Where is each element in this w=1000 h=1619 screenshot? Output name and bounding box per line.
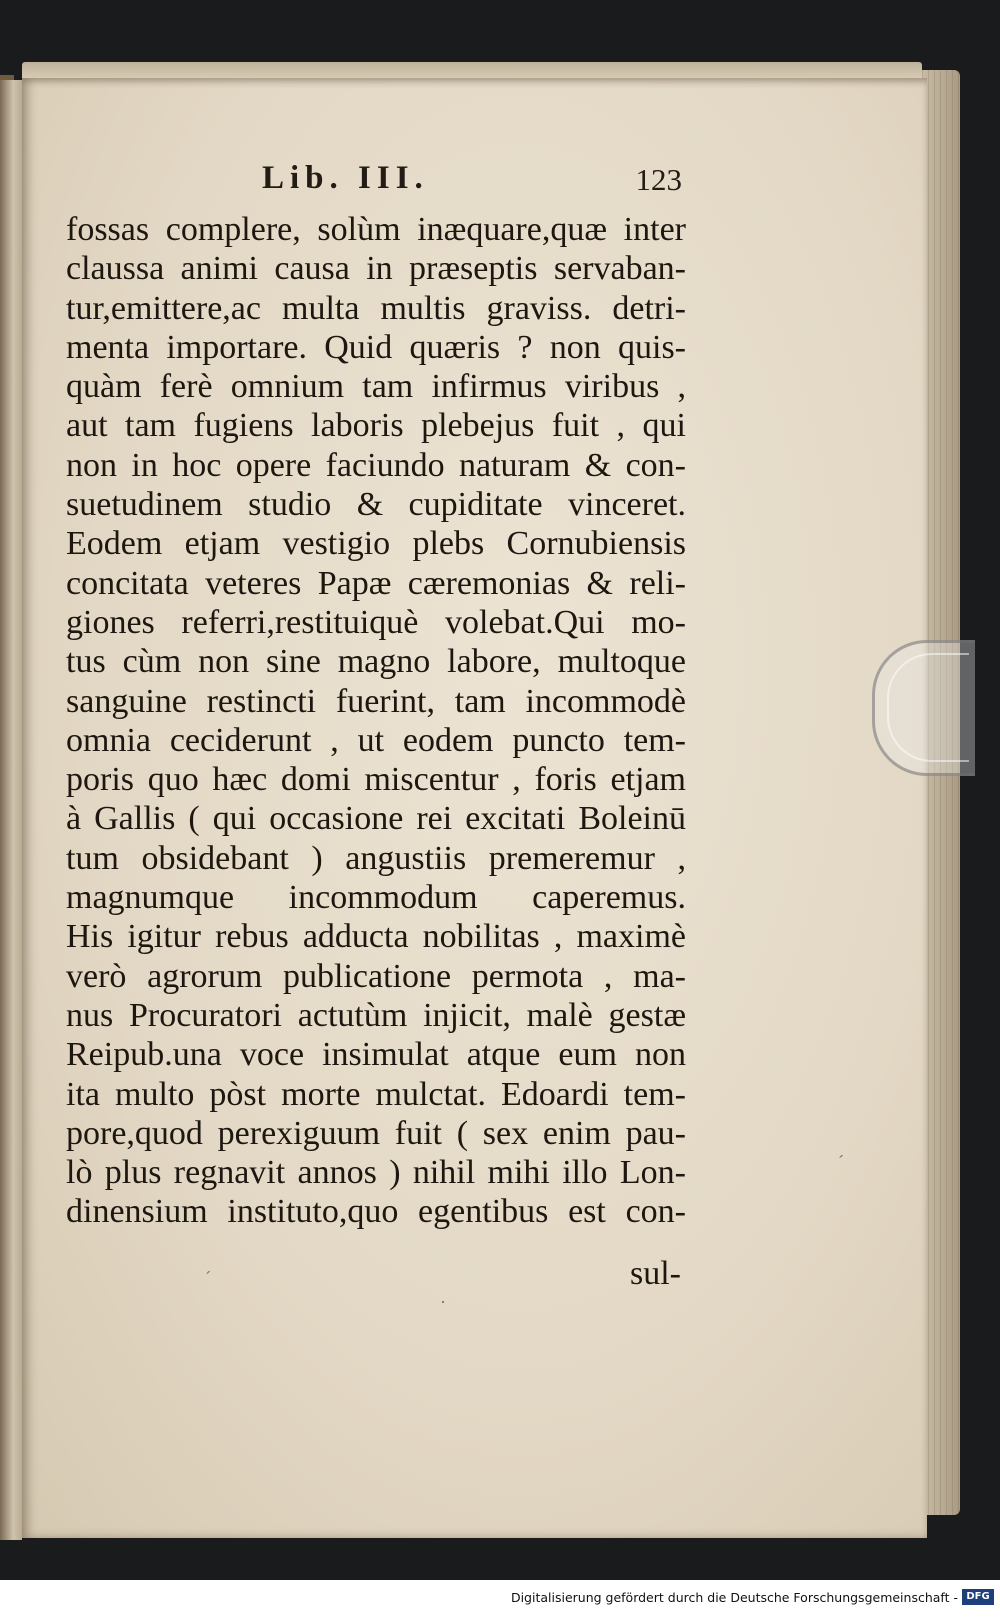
- text-line: omnia ceciderunt , ut eodem puncto tem-: [66, 721, 686, 759]
- text-line: magnumque incommodum caperemus.: [66, 879, 686, 917]
- text-line: suetudinem studio & cupiditate vinceret.: [66, 486, 686, 524]
- text-line: tum obsidebant ) angustiis premeremur ,: [66, 839, 686, 877]
- ink-speck: ·: [440, 1292, 446, 1312]
- page-number: 123: [635, 162, 682, 197]
- text-line: non in hoc opere faciundo naturam & con-: [66, 446, 686, 484]
- body-text: [66, 210, 686, 1232]
- text-line: fossas complere, solùm inæquare,quæ inter: [66, 211, 686, 248]
- text-line: quàm ferè omnium tam infirmus viribus ,: [66, 368, 686, 406]
- text-line: nus Procuratori actutùm injicit, malè gestæ: [66, 996, 686, 1034]
- text-line: pore,quod perexiguum fuit ( sex enim pau-: [66, 1114, 686, 1152]
- text-line: tus cùm non sine magno labore, multoque: [66, 643, 686, 681]
- text-line: concitata veteres Papæ cæremonias & reli-: [66, 564, 686, 602]
- running-head: Lib. III.: [262, 160, 429, 196]
- text-line: claussa animi causa in præseptis servaban-: [66, 250, 686, 288]
- digitization-footer: [0, 1580, 1000, 1619]
- text-line: tur,emittere,ac multa multis graviss. detri-: [66, 289, 686, 327]
- text-line: dinensium instituto,quo egentibus est con-: [66, 1193, 686, 1231]
- page-header: [262, 160, 682, 206]
- text-line: Eodem etjam vestigio plebs Cornubiensis: [66, 525, 686, 563]
- funding-credit: Digitalisierung gefördert durch die Deutsche Forschungsgemeinschaft -: [510, 1590, 958, 1605]
- text-line: poris quo hæc domi miscentur , foris etjam: [66, 761, 686, 799]
- dfg-logo: DFG: [962, 1589, 994, 1605]
- ink-speck: ˊ: [838, 1152, 844, 1172]
- text-line: Reipub.una voce insimulat atque eum non: [66, 1036, 686, 1074]
- text-line: ita multo pòst morte mulctat. Edoardi tem-: [66, 1075, 686, 1113]
- text-line: sanguine restincti fuerint, tam incommodè: [66, 682, 686, 720]
- text-line: verò agrorum publicatione permota , ma-: [66, 957, 686, 995]
- ink-speck: ˊ: [205, 1268, 211, 1288]
- verso-page-edge: [0, 80, 22, 1540]
- text-line: giones referri,restituiquè volebat.Qui mo-: [66, 603, 686, 641]
- text-line: menta importare. Quid quæris ? non quis-: [66, 328, 686, 366]
- page-holder-clip: [872, 640, 975, 776]
- text-line: aut tam fugiens laboris plebejus fuit , qui: [66, 407, 686, 445]
- text-line: à Gallis ( qui occasione rei excitati Boleinū: [66, 800, 686, 838]
- catchword: sul-: [630, 1255, 681, 1292]
- text-line: lò plus regnavit annos ) nihil mihi illo Lon-: [66, 1154, 686, 1192]
- text-line: His igitur rebus adducta nobilitas , maximè: [66, 918, 686, 956]
